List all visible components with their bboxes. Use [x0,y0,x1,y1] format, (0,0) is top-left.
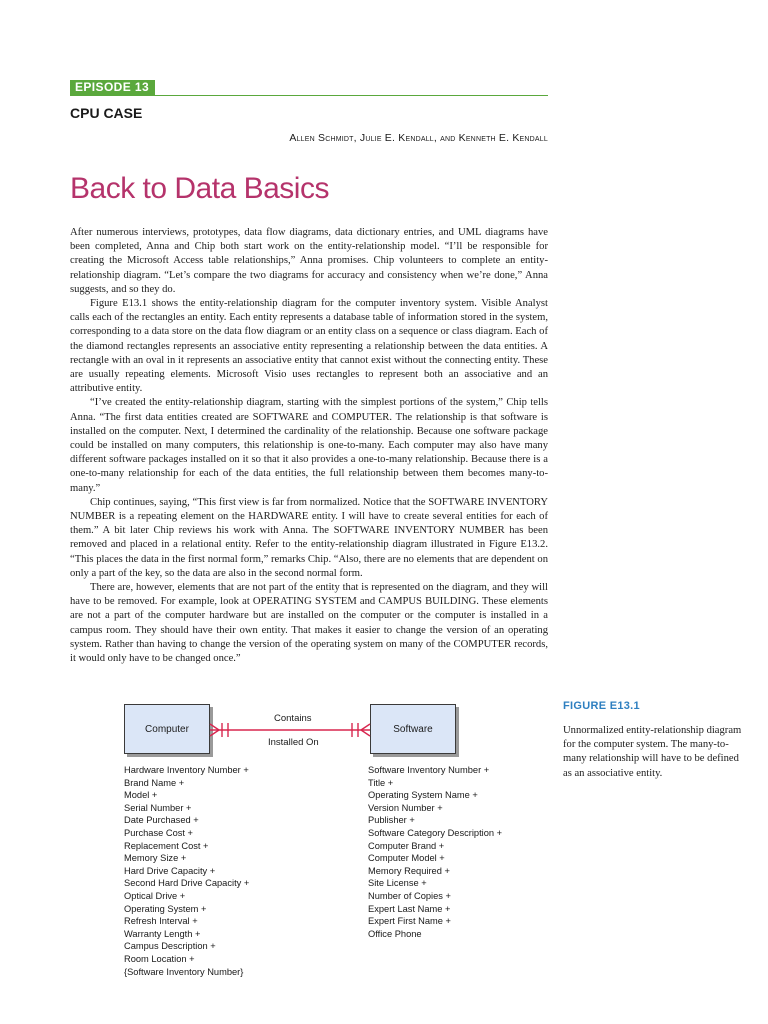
relationship-line [210,723,370,737]
attribute-item: Software Inventory Number + [368,765,490,775]
relationship-label-top: Contains [274,713,312,724]
attribute-item: Second Hard Drive Capacity + [124,878,250,889]
attribute-item: Optical Drive + [124,890,186,901]
attribute-item: Serial Number + [124,802,192,813]
figure-caption [563,700,748,781]
attribute-item: Date Purchased + [124,815,199,826]
attribute-item: Room Location + [124,953,195,964]
figure-number: FIGURE E13.1 [563,700,640,712]
attribute-item: Model + [124,790,158,801]
attribute-item: {Software Inventory Number} [124,966,244,977]
body-paragraph: Figure E13.1 shows the entity-relationship diagram for the computer inventory system. Visible Analyst calls each of the rectangles an entity. Each entity represents a database table of information stored in the system, corresponding to a data store on the data flow diagram or an entity class on a sequence or class diagram. Each of the diamond rectangles represents an associative entity representing a relationship between the data entities. A rectangle with an oval in it represents an associative entity that cannot exist without the connecting entity. These are usually repeating elements. Microsoft Visio uses rectangles to represent both an associative and an attributive entity. [70,298,548,395]
attribute-item: Hardware Inventory Number + [124,765,249,775]
software-attribute-list [368,764,502,940]
attribute-item: Operating System Name + [368,790,478,801]
body-text [70,226,548,666]
attribute-item: Computer Model + [368,853,445,864]
computer-attribute-list [124,764,249,978]
attribute-item: Memory Size + [124,853,187,864]
attribute-item: Hard Drive Capacity + [124,865,216,876]
attribute-item: Replacement Cost + [124,840,209,851]
attribute-item: Operating System + [124,903,207,914]
episode-label: EPISODE 13 [70,80,155,95]
entity-computer: Computer [124,704,210,754]
attribute-item: Computer Brand + [368,840,445,851]
relationship-connector [118,700,508,760]
episode-header [70,80,548,96]
attribute-item: Expert Last Name + [368,903,451,914]
attribute-item: Number of Copies + [368,890,451,901]
attribute-item: Site License + [368,878,427,889]
body-paragraph: Chip continues, saying, “This first view is far from normalized. Notice that the SOFTWARE INVENTORY NUMBER is a repeating element on the HARDWARE entity. I will have to create several entities for each of them.” A bit later Chip reviews his work with Anna. The SOFTWARE INVENTORY NUMBER has been removed and placed in a relational entity. Refer to the entity-relationship diagram illustrated in Figure E13.2. “This places the data in the first normal form,” remarks Chip. “Also, there are no elements that are dependent on only a part of the key, so the data are also in the second normal form. [70,496,548,579]
attribute-item: Memory Required + [368,865,450,876]
attribute-item: Office Phone [368,928,422,939]
body-paragraph: There are, however, elements that are not part of the entity that is represented on the diagram, and they will have to be removed. For example, look at OPERATING SYSTEM and CAMPUS BUILDING. These elements are not a part of the computer hardware but are installed on the computer or the computer is installed in a campus room. They should have their own entity. That makes it easier to change the version of an operating system. Rather than having to change the version of the operating system on many of the COMPUTER records, it would only have to be changed once.” [70,582,548,665]
attribute-item: Expert First Name + [368,916,451,927]
attribute-item: Publisher + [368,815,415,826]
attribute-item: Version Number + [368,802,443,813]
figure-caption-text: Unnormalized entity-relationship diagram for the computer system. The many-to-many relationship will have to be defined as an associative entity. [563,725,742,779]
attribute-item: Warranty Length + [124,928,201,939]
page-title: Back to Data Basics [70,172,329,205]
entity-software: Software [370,704,456,754]
episode-rule [70,95,548,96]
er-diagram [118,700,508,990]
body-paragraph: “I’ve created the entity-relationship diagram, starting with the simplest portions of the system,” Chip tells Anna. “The first data entities created are SOFTWARE and COMPUTER. The relationship is that software is installed on the computer. Next, I determined the cardinality of the relationship. Because one software package could be installed on many computers, this relationship is one-to-many. Each computer may also have many different software packages installed on it so that it also provides a one-to-many relationship. Because there is a one-to-many relationship for each of the data entities, the full relationship between them becomes many-to-many.” [70,397,548,494]
attribute-item: Software Category Description + [368,827,503,838]
authors-line: Allen Schmidt, Julie E. Kendall, and Kenneth E. Kendall [289,132,548,144]
relationship-label-bottom: Installed On [268,737,319,748]
attribute-item: Title + [368,777,394,788]
attribute-item: Refresh Interval + [124,916,198,927]
body-paragraph: After numerous interviews, prototypes, data flow diagrams, data dictionary entries, and UML diagrams have been completed, Anna and Chip both start work on the entity-relationship model. “I’ll be responsible for creating the Microsoft Access table relationships,” Anna promises. Chip volunteers to complete an entity-relationship diagram. “Let’s compare the two diagrams for accuracy and consistency when we’re done,” Anna suggests, and so they do. [70,227,548,295]
case-title: CPU CASE [70,105,143,121]
attribute-item: Brand Name + [124,777,185,788]
attribute-item: Campus Description + [124,941,216,952]
attribute-item: Purchase Cost + [124,827,193,838]
